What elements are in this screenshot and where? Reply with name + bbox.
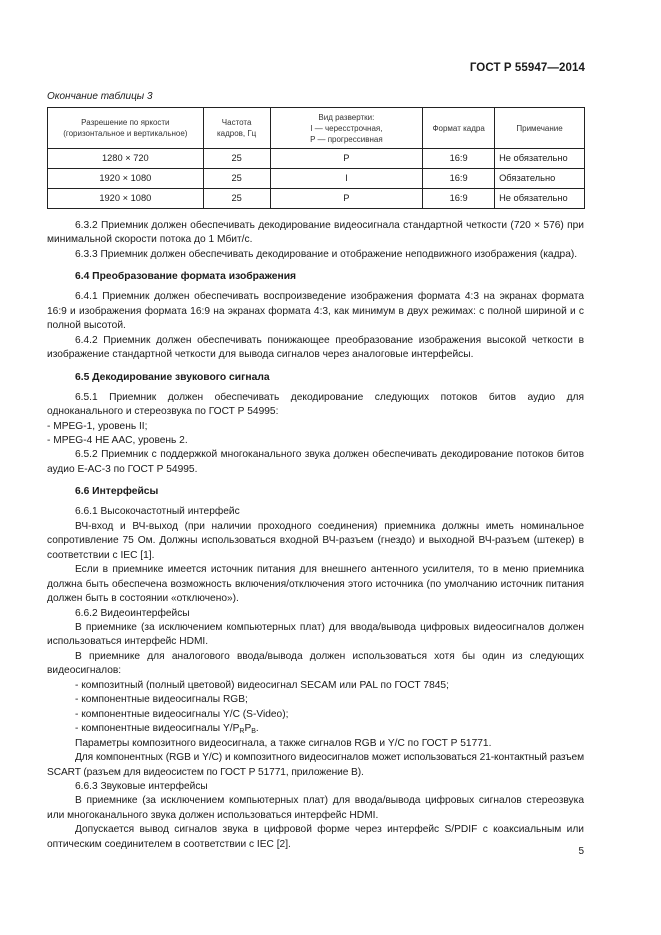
col-header-resolution <box>48 108 204 149</box>
cell-scan: P <box>270 149 423 169</box>
col-header-line: Разрешение по яркости <box>81 118 170 127</box>
col-header-format <box>423 108 495 149</box>
cell-note: Не обязательно <box>495 189 585 209</box>
document-body <box>47 219 584 852</box>
cell-resolution: 1920 × 1080 <box>48 189 204 209</box>
list-item: - компонентные видеосигналы Y/C (S-Video); <box>75 708 289 720</box>
paragraph-6-4-1: 6.4.1 Приемник должен обеспечивать воспроизведение изображения формата 4:3 на экранах формата 16:9 и изображения формата 16:9 на экранах формата 4:3, как минимум в двух режимах: с полной шириной и с полной высотой. <box>47 291 584 332</box>
section-heading-6-4: 6.4 Преобразование формата изображения <box>75 271 297 283</box>
col-header-line: Вид развертки: <box>318 112 375 122</box>
section-heading-6-5: 6.5 Декодирование звукового сигнала <box>75 371 270 383</box>
paragraph-scart: Для компонентных (RGB и Y/C) и композитного видеосигналов может использоваться 21-контактный разъем SCART (разъем для видеосистем по ГОСТ Р 51771, приложение В). <box>47 752 584 778</box>
cell-frequency: 25 <box>203 189 270 209</box>
paragraph-6-3-3: 6.3.3 Приемник должен обеспечивать декодирование и отображение неподвижного изображения (кадра). <box>75 248 578 260</box>
list-item: - компонентные видеосигналы RGB; <box>75 694 248 706</box>
cell-resolution: 1280 × 720 <box>48 149 204 169</box>
subsection-title-6-6-3: 6.6.3 Звуковые интерфейсы <box>75 780 208 792</box>
resolution-table <box>47 107 585 209</box>
col-header-frequency <box>203 108 270 149</box>
col-header-line: Формат кадра <box>432 123 485 133</box>
table-row <box>48 169 585 189</box>
paragraph-spdif: Допускается вывод сигналов звука в цифровой форме через интерфейс S/PDIF с коаксиальным или оптическим соединителем в соответствии с IEC [2]. <box>47 824 584 850</box>
subsection-title-6-6-1: 6.6.1 Высокочастотный интерфейс <box>75 506 240 518</box>
cell-format: 16:9 <box>423 189 495 209</box>
cell-scan: I <box>270 169 423 189</box>
list-item <box>47 722 584 736</box>
paragraph-hdmi-audio: В приемнике (за исключением компьютерных плат) для ввода/вывода цифровых сигналов стереозвука или многоканального звука должен использоваться интерфейс HDMI. <box>47 795 584 821</box>
col-header-line: кадров, Гц <box>216 129 257 138</box>
subscript: R <box>239 728 245 736</box>
paragraph-antenna-power: Если в приемнике имеется источник питания для внешнего антенного усилителя, то в меню приемника должна быть обеспечена возможность включения/отключения этого источника (по умолчанию источник питания должен быть в состоянии «отключено»). <box>47 564 584 605</box>
paragraph-rf-connectors: ВЧ-вход и ВЧ-выход (при наличии проходного соединения) приемника должны иметь номинальное сопротивление 75 Ом. Должны использоваться входной ВЧ-разъем (гнездо) и выходной ВЧ-разъем (штекер) в соответствии с IEC [1]. <box>47 520 584 561</box>
col-header-line: (горизонтальное и вертикальное) <box>63 129 188 138</box>
list-item-text: P <box>244 723 252 735</box>
paragraph-6-4-2: 6.4.2 Приемник должен обеспечивать понижающее преобразование изображения высокой четкости в изображение стандартной четкости для вывода сигналов через аналоговые интерфейсы. <box>47 334 584 361</box>
subsection-title-6-6-2: 6.6.2 Видеоинтерфейсы <box>75 607 190 619</box>
cell-note: Не обязательно <box>495 149 585 169</box>
cell-scan: P <box>270 189 423 209</box>
cell-format: 16:9 <box>423 169 495 189</box>
subscript: B <box>251 728 256 736</box>
page-number: 5 <box>578 846 584 857</box>
col-header-line: Частота <box>221 118 252 127</box>
cell-format: 16:9 <box>423 149 495 169</box>
paragraph-6-3-2: 6.3.2 Приемник должен обеспечивать декодирование видеосигнала стандартной четкости (720 × 576) при минимальной скорости потока до 1 Мбит/с. <box>47 220 584 246</box>
list-item: - композитный (полный цветовой) видеосигнал SECAM или PAL по ГОСТ 7845; <box>75 679 449 691</box>
paragraph-composite-params: Параметры композитного видеосигнала, а также сигналов RGB и Y/C по ГОСТ Р 51771. <box>75 737 492 749</box>
col-header-note <box>495 108 585 149</box>
table-header-row <box>48 108 585 149</box>
cell-frequency: 25 <box>203 169 270 189</box>
standard-number: ГОСТ Р 55947—2014 <box>469 62 585 74</box>
col-header-line: I — чересстрочная, <box>310 123 383 133</box>
list-item: - MPEG-1, уровень II; <box>47 420 148 432</box>
col-header-line: P — прогрессивная <box>310 134 383 144</box>
paragraph-6-5-1: 6.5.1 Приемник должен обеспечивать декодирование следующих потоков битов аудио для одноканального и стереозвука по ГОСТ Р 54995: <box>47 391 584 418</box>
col-header-line: Примечание <box>516 123 563 133</box>
col-header-scan <box>270 108 423 149</box>
list-item: - MPEG-4 HE AAC, уровень 2. <box>47 434 188 446</box>
cell-resolution: 1920 × 1080 <box>48 169 204 189</box>
cell-frequency: 25 <box>203 149 270 169</box>
paragraph-hdmi-video: В приемнике (за исключением компьютерных плат) для ввода/вывода цифровых видеосигналов должен использоваться интерфейс HDMI. <box>47 621 584 648</box>
table-caption: Окончание таблицы 3 <box>47 91 153 102</box>
list-item-text: . <box>255 723 259 735</box>
table-row <box>48 189 585 209</box>
cell-note: Обязательно <box>495 169 585 189</box>
list-item-text: - компонентные видеосигналы Y/P <box>75 723 240 735</box>
paragraph-analog-video: В приемнике для аналогового ввода/вывода должен использоваться хотя бы один из следующих видеосигналов: <box>47 650 584 677</box>
paragraph-6-5-2: 6.5.2 Приемник с поддержкой многоканального звука должен обеспечивать декодирование потоков битов аудио E-AC-3 по ГОСТ Р 54995. <box>47 449 584 475</box>
section-heading-6-6: 6.6 Интерфейсы <box>75 486 159 498</box>
table-row <box>48 149 585 169</box>
